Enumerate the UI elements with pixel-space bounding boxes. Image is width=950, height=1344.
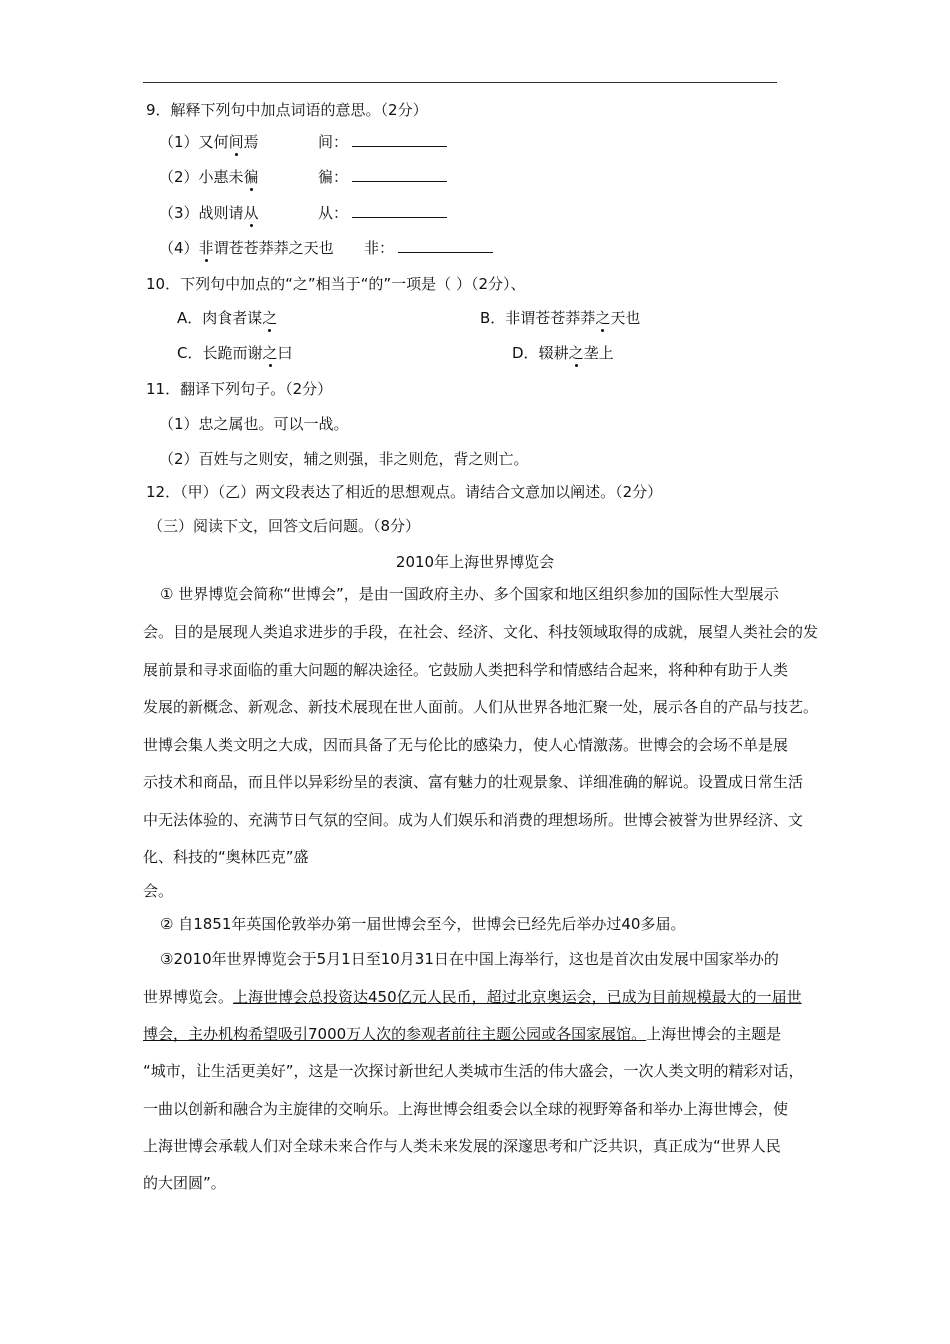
p3-line [143, 1023, 781, 1045]
q9-item-3 [159, 202, 259, 224]
option-text: 非谓苍苍莽莽 [505, 309, 596, 327]
p2-line: ② 自1851年英国伦敦举办第一届世博会至今，世博会已经先后举办过40多届。 [160, 915, 686, 933]
option-text: 辍耕 [538, 344, 569, 362]
article-title: 2010年上海世界博览会 [395, 553, 555, 571]
dotted-word: 之 [595, 309, 611, 327]
underlined-text: 博会，主办机构希望吸引7000万人次的参观者前往主题公园或各国家展馆。 [143, 1025, 647, 1043]
p1-line: 化、科技的“奥林匹克”盛 [143, 848, 309, 866]
dotted-word: 非 [198, 239, 214, 257]
option-label: D． [512, 344, 539, 362]
item-text: 又何 [198, 133, 229, 151]
answer-word: 间： [318, 133, 349, 151]
dotted-word: 从 [243, 204, 259, 222]
q11-item-1: （1）忠之属也。可以一战。 [159, 415, 349, 433]
p3-line [143, 986, 802, 1008]
p3-line: 一曲以创新和融合为主旋律的交响乐。上海世博会组委会以全球的视野筹备和举办上海世博会，使 [143, 1100, 789, 1118]
q12-stem: 12．（甲）（乙）两文段表达了相近的思想观点。请结合文意加以阐述。（2分） [146, 483, 663, 501]
q9-item-1 [159, 131, 259, 153]
p1-line: 会。目的是展现人类追求进步的手段，在社会、经济、文化、科技领域取得的成就，展望人类社会的发 [143, 623, 819, 641]
option-text: 长跪而谢 [202, 344, 263, 362]
option-text: 天也 [610, 309, 641, 327]
underlined-text: 上海世博会总投资达450亿元人民币，超过北京奥运会，已成为目前规模最大的一届世 [233, 988, 802, 1006]
dotted-word: 徧 [243, 168, 259, 186]
plain-text: 世界博览会。 [143, 988, 234, 1006]
q9-answer-4 [364, 237, 493, 259]
dotted-word: 之 [568, 344, 584, 362]
q9-item-2 [159, 166, 259, 188]
dotted-word: 之 [262, 309, 278, 327]
p3-line: “城市，让生活更美好”，这是一次探讨新世纪人类城市生活的伟大盛会，一次人类文明的精彩对话， [143, 1062, 804, 1080]
item-number: （2） [159, 168, 199, 186]
q11-stem: 11．翻译下列句子。（2分） [146, 380, 333, 398]
item-number: （3） [159, 204, 199, 222]
q10-stem: 10．下列句中加点的“之”相当于“的”一项是（ ）（2分）、 [146, 275, 526, 293]
p1-line: 中无法体验的、充满节日气氛的空间。成为人们娱乐和消费的理想场所。世博会被誉为世界经济、文 [143, 811, 804, 829]
option-label: B． [480, 309, 506, 327]
option-label: C． [177, 344, 203, 362]
item-text: 焉 [243, 133, 259, 151]
answer-blank[interactable] [352, 202, 447, 218]
dotted-word: 间 [228, 133, 244, 151]
answer-word: 从： [318, 204, 349, 222]
p1-line: 示技术和商品，而且伴以异彩纷呈的表演、富有魅力的壮观景象、详细准确的解说。设置成日常生活 [143, 773, 804, 791]
option-label: A． [177, 309, 203, 327]
q10-option-d[interactable] [512, 342, 614, 364]
item-text: 小惠未 [198, 168, 244, 186]
q9-answer-3 [318, 202, 447, 224]
p1-line: 世博会集人类文明之大成，因而具备了无与伦比的感染力，使人心情激荡。世博会的会场不单是展 [143, 736, 789, 754]
item-number: （1） [159, 133, 199, 151]
answer-word: 非： [364, 239, 395, 257]
option-text: 垄上 [583, 344, 614, 362]
p1-line: ① 世界博览会简称“世博会”，是由一国政府主办、多个国家和地区组织参加的国际性大型展示 [160, 585, 779, 603]
q9-answer-2 [318, 166, 447, 188]
p1-line: 会。 [143, 882, 174, 900]
p1-line: 发展的新概念、新观念、新技术展现在世人面前。人们从世界各地汇聚一处，展示各自的产品与技艺。 [143, 698, 819, 716]
p3-line: ③2010年世界博览会于5月1日至10月31日在中国上海举行，这也是首次由发展中国家举办的 [160, 950, 779, 968]
p3-line: 上海世博会承载人们对全球未来合作与人类未来发展的深邃思考和广泛共识，真正成为“世界人民 [143, 1137, 781, 1155]
q10-option-a[interactable] [177, 307, 277, 329]
header-rule [143, 82, 777, 83]
q11-item-2: （2）百姓与之则安，辅之则强，非之则危，背之则亡。 [159, 450, 529, 468]
q9-item-4 [159, 237, 334, 259]
q9-answer-1 [318, 131, 447, 153]
q10-option-c[interactable] [177, 342, 293, 364]
p1-line: 展前景和寻求面临的重大问题的解决途径。它鼓励人类把科学和情感结合起来，将种种有助于人类 [143, 661, 789, 679]
q9-stem: 9．解释下列句中加点词语的意思。（2分） [146, 101, 428, 119]
section3-heading: （三）阅读下文，回答文后问题。（8分） [148, 517, 421, 535]
answer-blank[interactable] [398, 237, 493, 253]
dotted-word: 之 [262, 344, 278, 362]
item-text: 战则请 [198, 204, 244, 222]
item-text: 谓苍苍莽莽之天也 [213, 239, 334, 257]
plain-text: 上海世博会的主题是 [646, 1025, 782, 1043]
option-text: 肉食者谋 [202, 309, 263, 327]
item-number: （4） [159, 239, 199, 257]
answer-word: 徧： [318, 168, 349, 186]
p3-line: 的大团圆”。 [143, 1174, 226, 1192]
answer-blank[interactable] [352, 166, 447, 182]
q10-option-b[interactable] [480, 307, 640, 329]
answer-blank[interactable] [352, 131, 447, 147]
option-text: 曰 [277, 344, 293, 362]
